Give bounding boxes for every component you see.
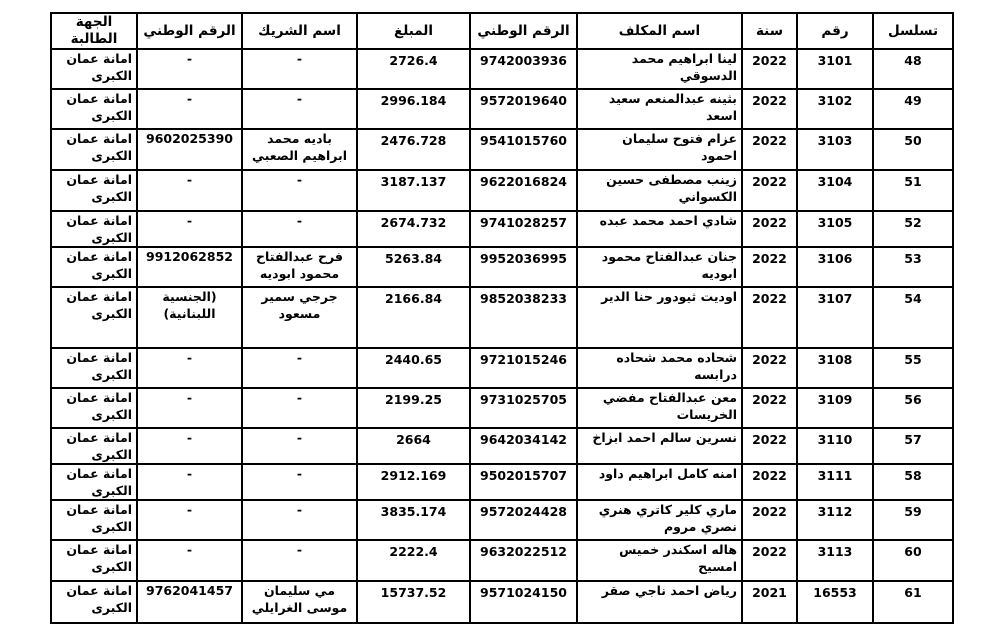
cell-national-id: 9541015760 bbox=[470, 129, 577, 170]
header-requesting-authority: الجهة الطالبة bbox=[51, 13, 137, 49]
cell-name: رياض احمد ناجي صقر bbox=[577, 581, 742, 623]
cell-requesting-authority: امانة عمان الكبرى bbox=[51, 348, 137, 388]
cell-serial: 54 bbox=[873, 287, 953, 348]
cell-partner-name: - bbox=[242, 211, 357, 247]
cell-year: 2022 bbox=[742, 428, 797, 464]
cell-number: 3102 bbox=[797, 89, 873, 129]
cell-year: 2022 bbox=[742, 287, 797, 348]
cell-amount: 2664 bbox=[357, 428, 470, 464]
cell-partner-national-id: 9602025390 bbox=[137, 129, 242, 170]
cell-partner-name: - bbox=[242, 500, 357, 540]
cell-partner-national-id: - bbox=[137, 49, 242, 89]
cell-number: 3106 bbox=[797, 247, 873, 287]
cell-partner-national-id: - bbox=[137, 89, 242, 129]
table-row bbox=[51, 540, 953, 581]
table-header-row bbox=[51, 13, 953, 49]
cell-name: امنه كامل ابراهيم داود bbox=[577, 464, 742, 500]
cell-serial: 61 bbox=[873, 581, 953, 623]
table-row bbox=[51, 247, 953, 287]
cell-name: شادي احمد محمد عبده bbox=[577, 211, 742, 247]
cell-partner-name: - bbox=[242, 89, 357, 129]
cell-partner-national-id: - bbox=[137, 428, 242, 464]
cell-name: لينا ابراهيم محمد الدسوقي bbox=[577, 49, 742, 89]
cell-serial: 52 bbox=[873, 211, 953, 247]
cell-name: جنان عبدالفتاح محمود ابوديه bbox=[577, 247, 742, 287]
table-row bbox=[51, 428, 953, 464]
cell-requesting-authority: امانة عمان الكبرى bbox=[51, 500, 137, 540]
table-row bbox=[51, 464, 953, 500]
table-row bbox=[51, 170, 953, 211]
cell-national-id: 9572024428 bbox=[470, 500, 577, 540]
cell-partner-national-id: 9762041457 bbox=[137, 581, 242, 623]
cell-amount: 2476.728 bbox=[357, 129, 470, 170]
cell-amount: 2726.4 bbox=[357, 49, 470, 89]
cell-name: عزام فتوح سليمان احمود bbox=[577, 129, 742, 170]
cell-requesting-authority: امانة عمان الكبرى bbox=[51, 388, 137, 428]
cell-year: 2021 bbox=[742, 581, 797, 623]
cell-serial: 57 bbox=[873, 428, 953, 464]
cell-serial: 53 bbox=[873, 247, 953, 287]
cell-serial: 59 bbox=[873, 500, 953, 540]
cell-amount: 2440.65 bbox=[357, 348, 470, 388]
cell-number: 3111 bbox=[797, 464, 873, 500]
cell-year: 2022 bbox=[742, 49, 797, 89]
cell-partner-national-id: - bbox=[137, 464, 242, 500]
table-row bbox=[51, 211, 953, 247]
table-row bbox=[51, 129, 953, 170]
cell-serial: 58 bbox=[873, 464, 953, 500]
header-national-id: الرقم الوطني bbox=[470, 13, 577, 49]
cell-number: 3105 bbox=[797, 211, 873, 247]
cell-partner-name: مي سليمان موسى الغرايلي bbox=[242, 581, 357, 623]
table-row bbox=[51, 89, 953, 129]
header-serial: تسلسل bbox=[873, 13, 953, 49]
cell-national-id: 9642034142 bbox=[470, 428, 577, 464]
cell-partner-name: - bbox=[242, 540, 357, 581]
cell-national-id: 9632022512 bbox=[470, 540, 577, 581]
cell-partner-name: - bbox=[242, 388, 357, 428]
cell-partner-name: - bbox=[242, 428, 357, 464]
cell-national-id: 9622016824 bbox=[470, 170, 577, 211]
table-row bbox=[51, 388, 953, 428]
cell-partner-national-id: - bbox=[137, 388, 242, 428]
cell-year: 2022 bbox=[742, 500, 797, 540]
cell-partner-national-id: (الجنسية اللبنانية) bbox=[137, 287, 242, 348]
cell-requesting-authority: امانة عمان الكبرى bbox=[51, 170, 137, 211]
header-partner-national-id: الرقم الوطني bbox=[137, 13, 242, 49]
cell-partner-national-id: - bbox=[137, 540, 242, 581]
cell-amount: 3835.174 bbox=[357, 500, 470, 540]
cell-partner-name: فرح عبدالفتاح محمود ابوديه bbox=[242, 247, 357, 287]
records-table bbox=[50, 12, 954, 624]
cell-serial: 50 bbox=[873, 129, 953, 170]
cell-year: 2022 bbox=[742, 170, 797, 211]
cell-serial: 48 bbox=[873, 49, 953, 89]
cell-number: 3107 bbox=[797, 287, 873, 348]
cell-name: بثينه عبدالمنعم سعيد اسعد bbox=[577, 89, 742, 129]
cell-partner-name: - bbox=[242, 464, 357, 500]
cell-number: 3108 bbox=[797, 348, 873, 388]
cell-name: زينب مصطفى حسين الكسواني bbox=[577, 170, 742, 211]
cell-amount: 2674.732 bbox=[357, 211, 470, 247]
cell-national-id: 9572019640 bbox=[470, 89, 577, 129]
cell-partner-national-id: - bbox=[137, 211, 242, 247]
cell-serial: 49 bbox=[873, 89, 953, 129]
cell-amount: 15737.52 bbox=[357, 581, 470, 623]
table-row bbox=[51, 49, 953, 89]
cell-amount: 2199.25 bbox=[357, 388, 470, 428]
cell-serial: 55 bbox=[873, 348, 953, 388]
cell-national-id: 9731025705 bbox=[470, 388, 577, 428]
cell-name: نسرين سالم احمد ابزاخ bbox=[577, 428, 742, 464]
cell-partner-name: - bbox=[242, 348, 357, 388]
document-page bbox=[50, 12, 952, 624]
cell-serial: 51 bbox=[873, 170, 953, 211]
cell-name: اوديت ثيودور حنا الدير bbox=[577, 287, 742, 348]
cell-number: 3109 bbox=[797, 388, 873, 428]
cell-amount: 2166.84 bbox=[357, 287, 470, 348]
cell-requesting-authority: امانة عمان الكبرى bbox=[51, 247, 137, 287]
cell-year: 2022 bbox=[742, 464, 797, 500]
cell-requesting-authority: امانة عمان الكبرى bbox=[51, 581, 137, 623]
cell-year: 2022 bbox=[742, 129, 797, 170]
cell-number: 3110 bbox=[797, 428, 873, 464]
table-row bbox=[51, 287, 953, 348]
header-amount: المبلغ bbox=[357, 13, 470, 49]
cell-partner-national-id: - bbox=[137, 348, 242, 388]
cell-national-id: 9721015246 bbox=[470, 348, 577, 388]
header-name: اسم المكلف bbox=[577, 13, 742, 49]
cell-name: شحاده محمد شحاده درابسه bbox=[577, 348, 742, 388]
cell-name: معن عبدالفتاح مفضي الخريسات bbox=[577, 388, 742, 428]
cell-number: 3104 bbox=[797, 170, 873, 211]
cell-national-id: 9852038233 bbox=[470, 287, 577, 348]
cell-requesting-authority: امانة عمان الكبرى bbox=[51, 89, 137, 129]
cell-amount: 3187.137 bbox=[357, 170, 470, 211]
header-year: سنة bbox=[742, 13, 797, 49]
table-row bbox=[51, 581, 953, 623]
cell-year: 2022 bbox=[742, 89, 797, 129]
cell-partner-name: جرجي سمير مسعود bbox=[242, 287, 357, 348]
cell-name: ماري كلير كاتري هنري نصري مروم bbox=[577, 500, 742, 540]
cell-year: 2022 bbox=[742, 247, 797, 287]
cell-year: 2022 bbox=[742, 388, 797, 428]
cell-requesting-authority: امانة عمان الكبرى bbox=[51, 287, 137, 348]
table-row bbox=[51, 348, 953, 388]
cell-national-id: 9742003936 bbox=[470, 49, 577, 89]
cell-partner-national-id: - bbox=[137, 500, 242, 540]
cell-requesting-authority: امانة عمان الكبرى bbox=[51, 49, 137, 89]
cell-number: 3112 bbox=[797, 500, 873, 540]
cell-national-id: 9952036995 bbox=[470, 247, 577, 287]
cell-partner-name: - bbox=[242, 170, 357, 211]
cell-requesting-authority: امانة عمان الكبرى bbox=[51, 129, 137, 170]
cell-requesting-authority: امانة عمان الكبرى bbox=[51, 540, 137, 581]
cell-year: 2022 bbox=[742, 348, 797, 388]
cell-number: 3113 bbox=[797, 540, 873, 581]
cell-national-id: 9741028257 bbox=[470, 211, 577, 247]
cell-requesting-authority: امانة عمان الكبرى bbox=[51, 464, 137, 500]
cell-year: 2022 bbox=[742, 211, 797, 247]
table-body bbox=[51, 49, 953, 623]
cell-amount: 5263.84 bbox=[357, 247, 470, 287]
header-partner-name: اسم الشريك bbox=[242, 13, 357, 49]
cell-serial: 56 bbox=[873, 388, 953, 428]
cell-amount: 2996.184 bbox=[357, 89, 470, 129]
cell-number: 3103 bbox=[797, 129, 873, 170]
table-row bbox=[51, 500, 953, 540]
cell-amount: 2912.169 bbox=[357, 464, 470, 500]
header-number: رقم bbox=[797, 13, 873, 49]
cell-amount: 2222.4 bbox=[357, 540, 470, 581]
cell-partner-national-id: - bbox=[137, 170, 242, 211]
cell-partner-name: - bbox=[242, 49, 357, 89]
cell-requesting-authority: امانة عمان الكبرى bbox=[51, 211, 137, 247]
cell-year: 2022 bbox=[742, 540, 797, 581]
cell-requesting-authority: امانة عمان الكبرى bbox=[51, 428, 137, 464]
cell-partner-name: باديه محمد ابراهيم الصعبي bbox=[242, 129, 357, 170]
cell-serial: 60 bbox=[873, 540, 953, 581]
cell-national-id: 9502015707 bbox=[470, 464, 577, 500]
cell-partner-national-id: 9912062852 bbox=[137, 247, 242, 287]
cell-national-id: 9571024150 bbox=[470, 581, 577, 623]
cell-number: 3101 bbox=[797, 49, 873, 89]
cell-name: هاله اسكندر خميس امسيح bbox=[577, 540, 742, 581]
cell-number: 16553 bbox=[797, 581, 873, 623]
